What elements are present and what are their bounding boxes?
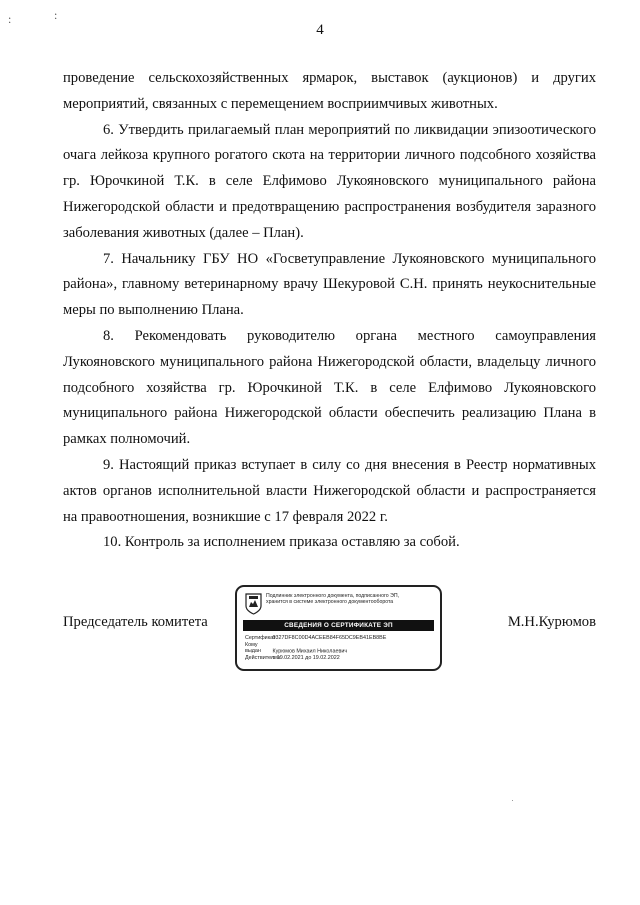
validity-value: с 19.02.2021 до 19.02.2022 xyxy=(272,654,340,661)
validity-row xyxy=(245,655,435,662)
signer-name: М.Н.Курюмов xyxy=(507,614,596,630)
paragraph-item-7: 7. Начальнику ГБУ НО «Госветуправление Лукояновского муниципального района», главному ветеринарному врачу Шекуровой С.Н. принять неукоснительные меры по выполнению Плана. xyxy=(63,250,596,319)
paragraph-item-9: 9. Настоящий приказ вступает в силу со дня внесения в Реестр нормативных актов органов исполнительной власти Нижегородской области и распространяется на правоотношения, возникшие с 17 февраля 2022 г. xyxy=(63,456,596,525)
stamp-header-line-1: Подлинник электронного документа, подписанного ЭП, xyxy=(266,593,400,599)
paragraph-item-10: 10. Контроль за исполнением приказа оставляю за собой. xyxy=(103,534,460,551)
certificate-label: Сертификат xyxy=(245,635,276,641)
validity-label: Действителен xyxy=(245,654,281,661)
stamp-header xyxy=(266,593,438,605)
certificate-row xyxy=(245,635,435,642)
issued-to-row xyxy=(245,642,435,655)
stamp-details xyxy=(245,635,435,661)
paragraph-item-8: 8. Рекомендовать руководителю органа местного самоуправления Лукояновского муниципального района Нижегородской области, владельцу личного подсобного хозяйства гр. Юрочкиной Т.К. в селе Елфимово Лукояновского муниципального района Нижегородской области обеспечить реализацию Плана в рамках полномочий. xyxy=(63,327,596,448)
corner-mark-left: : xyxy=(8,12,12,26)
stamp-header-line-2: хранится в системе электронного документооборота xyxy=(266,599,394,606)
paragraph-item-6: 6. Утвердить прилагаемый план мероприятий по ликвидации эпизоотического очага лейкоза крупного рогатого скота на территории личного подсобного хозяйства гр. Юрочкиной Т.К. в селе Елфимово Лукояновского муниципального района Нижегородской области и предотвращению распространения возбудителя заразного заболевания животных (далее – План). xyxy=(63,121,596,241)
corner-mark-right: : xyxy=(54,8,58,22)
coat-of-arms-icon xyxy=(245,593,262,615)
stamp-banner: СВЕДЕНИЯ О СЕРТИФИКАТЕ ЭП xyxy=(243,620,434,631)
issued-to-label: Кому выдан xyxy=(245,641,261,655)
paragraph-continuation: проведение сельскохозяйственных ярмарок, выставок (аукционов) и других мероприятий, связанных с перемещением восприимчивых животных. xyxy=(63,70,596,112)
document-body xyxy=(63,66,596,556)
signer-title: Председатель комитета xyxy=(63,614,208,630)
electronic-signature-stamp xyxy=(235,585,442,671)
issued-to-value: Курюмов Михаил Николаевич xyxy=(272,648,348,655)
scan-speck xyxy=(512,800,513,801)
certificate-value: 0327DF8C00D4ACEEB84F65DC9EB41EB8BE xyxy=(272,635,387,641)
page-number: 4 xyxy=(316,22,324,38)
